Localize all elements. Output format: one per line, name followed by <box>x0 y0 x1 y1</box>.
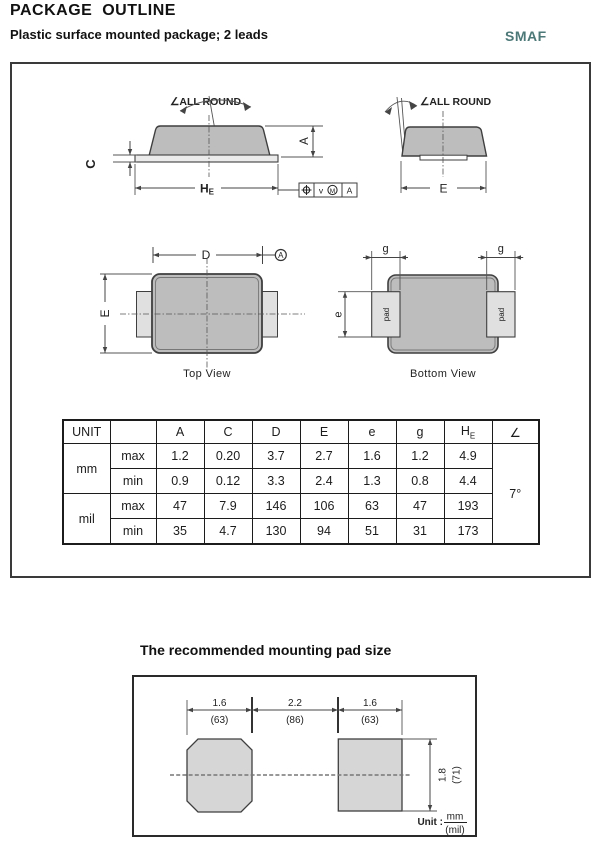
dim-arrow <box>257 253 263 257</box>
table-cell: 31 <box>396 519 444 545</box>
arc-arrow <box>243 102 251 111</box>
table-row <box>63 469 539 494</box>
dim-mm: 1.6 <box>363 698 377 709</box>
table-cell: 0.20 <box>204 444 252 469</box>
dim-label-he <box>200 182 215 197</box>
dim-arrow <box>401 186 407 190</box>
bottom-view-drawing <box>330 240 550 390</box>
dim-arrow <box>103 274 107 280</box>
angle-value-cell: 7° <box>492 444 539 545</box>
header-e-upper: E <box>300 420 348 444</box>
table-cell: 63 <box>348 494 396 519</box>
header-a: A <box>156 420 204 444</box>
package-body <box>402 127 487 156</box>
dim-arrow <box>396 708 402 712</box>
pad-label: pad <box>497 307 506 322</box>
pad-drawing-frame <box>132 675 477 837</box>
table-cell: 2.7 <box>300 444 348 469</box>
dim-arrow <box>311 126 315 132</box>
dim-arrow <box>428 805 432 811</box>
dim-arrow <box>481 255 487 259</box>
table-cell: 1.2 <box>156 444 204 469</box>
fcf-modifier: M <box>329 187 336 195</box>
dim-arrow <box>128 162 132 168</box>
table-cell: 146 <box>252 494 300 519</box>
table-cell: 7.9 <box>204 494 252 519</box>
package-name: SMAF <box>505 28 547 44</box>
page-subtitle: Plastic surface mounted package; 2 leads <box>10 27 268 42</box>
table-cell: 47 <box>396 494 444 519</box>
side-view-drawing <box>75 85 375 210</box>
dim-label-a: A <box>299 137 311 145</box>
dim-mil: (86) <box>286 715 304 726</box>
dim-height-mm: 1.8 <box>437 768 449 782</box>
unit-mm: mm <box>63 444 110 494</box>
table-cell: 193 <box>444 494 492 519</box>
table-cell: 173 <box>444 519 492 545</box>
dim-arrow <box>343 292 347 298</box>
dim-arrow <box>272 186 278 190</box>
unit-numerator: mm <box>446 811 464 823</box>
dim-label-d: D <box>201 248 211 262</box>
header-he <box>444 420 492 444</box>
pad-label: pad <box>382 307 391 322</box>
lead-recess <box>420 155 467 160</box>
table-cell: 2.4 <box>300 469 348 494</box>
row-label: min <box>110 469 156 494</box>
table-cell: 3.7 <box>252 444 300 469</box>
he-sub: E <box>469 431 476 441</box>
table-cell: 4.9 <box>444 444 492 469</box>
table-cell: 51 <box>348 519 396 545</box>
dim-label-e: e <box>332 311 345 318</box>
dim-label-g: g <box>382 243 389 255</box>
table-cell: 1.2 <box>396 444 444 469</box>
he-main: H <box>200 181 209 196</box>
arc-arrow <box>409 101 417 110</box>
table-cell: 3.3 <box>252 469 300 494</box>
table-cell: 35 <box>156 519 204 545</box>
datum-label: A <box>278 251 284 261</box>
dim-arrow <box>343 331 347 337</box>
table-cell: 4.7 <box>204 519 252 545</box>
header-unit: UNIT <box>63 420 110 444</box>
unit-mil: mil <box>63 494 110 545</box>
dimension-table <box>62 419 540 545</box>
view-label: Bottom View <box>410 368 476 380</box>
row-label: max <box>110 494 156 519</box>
header-g: g <box>396 420 444 444</box>
unit-denominator: (mil) <box>445 825 465 835</box>
dim-arrow <box>515 255 521 259</box>
table-cell: 106 <box>300 494 348 519</box>
package-body <box>149 126 270 156</box>
header-d: D <box>252 420 300 444</box>
table-cell: 1.3 <box>348 469 396 494</box>
table-cell: 0.12 <box>204 469 252 494</box>
dim-arrow <box>400 255 406 259</box>
table-cell: 4.4 <box>444 469 492 494</box>
page-title: PACKAGE OUTLINE <box>10 2 176 19</box>
dim-arrow <box>311 151 315 157</box>
fcf-tolerance: v <box>318 185 324 196</box>
dim-label-c: C <box>83 159 98 169</box>
top-view-drawing <box>90 240 330 390</box>
he-sub: E <box>208 187 215 197</box>
row-label: min <box>110 519 156 545</box>
dim-label-e: E <box>98 309 112 318</box>
table-cell: 1.6 <box>348 444 396 469</box>
table-row <box>63 444 539 469</box>
unit-label: Unit : <box>417 817 443 828</box>
table-row <box>63 519 539 545</box>
mounting-pad-drawing <box>134 677 475 835</box>
dim-arrow <box>366 255 372 259</box>
dim-arrow <box>135 186 141 190</box>
package-body <box>388 275 498 353</box>
dim-arrow <box>187 708 193 712</box>
dim-label-e: E <box>439 181 448 196</box>
header-empty <box>110 420 156 444</box>
all-round-label: ∠ALL ROUND <box>420 96 492 108</box>
dim-arrow <box>128 149 132 155</box>
table-row <box>63 494 539 519</box>
dim-arrow <box>153 253 159 257</box>
table-cell: 130 <box>252 519 300 545</box>
header-e-lower: e <box>348 420 396 444</box>
table-cell: 0.8 <box>396 469 444 494</box>
lead-plate <box>135 155 278 162</box>
dim-label-g: g <box>497 243 504 255</box>
he-main: H <box>460 423 470 438</box>
header-c: C <box>204 420 252 444</box>
end-view-drawing <box>380 85 550 210</box>
row-label: max <box>110 444 156 469</box>
table-header-row <box>63 420 539 444</box>
dim-arrow <box>428 739 432 745</box>
fcf-datum: A <box>346 185 353 196</box>
dim-mil: (63) <box>361 715 379 726</box>
dim-arrow <box>480 186 486 190</box>
dim-mm: 1.6 <box>212 698 227 709</box>
dim-mil: (63) <box>210 715 229 726</box>
view-label: Top View <box>183 368 231 380</box>
all-round-label: ∠ALL ROUND <box>170 96 242 108</box>
dim-height-mil: (71) <box>451 766 463 784</box>
table-cell: 0.9 <box>156 469 204 494</box>
table-cell: 47 <box>156 494 204 519</box>
pad-section-heading: The recommended mounting pad size <box>140 642 392 658</box>
dim-mm: 2.2 <box>288 698 302 709</box>
header-angle: ∠ <box>492 420 539 444</box>
table-cell: 94 <box>300 519 348 545</box>
dim-arrow <box>103 347 107 353</box>
